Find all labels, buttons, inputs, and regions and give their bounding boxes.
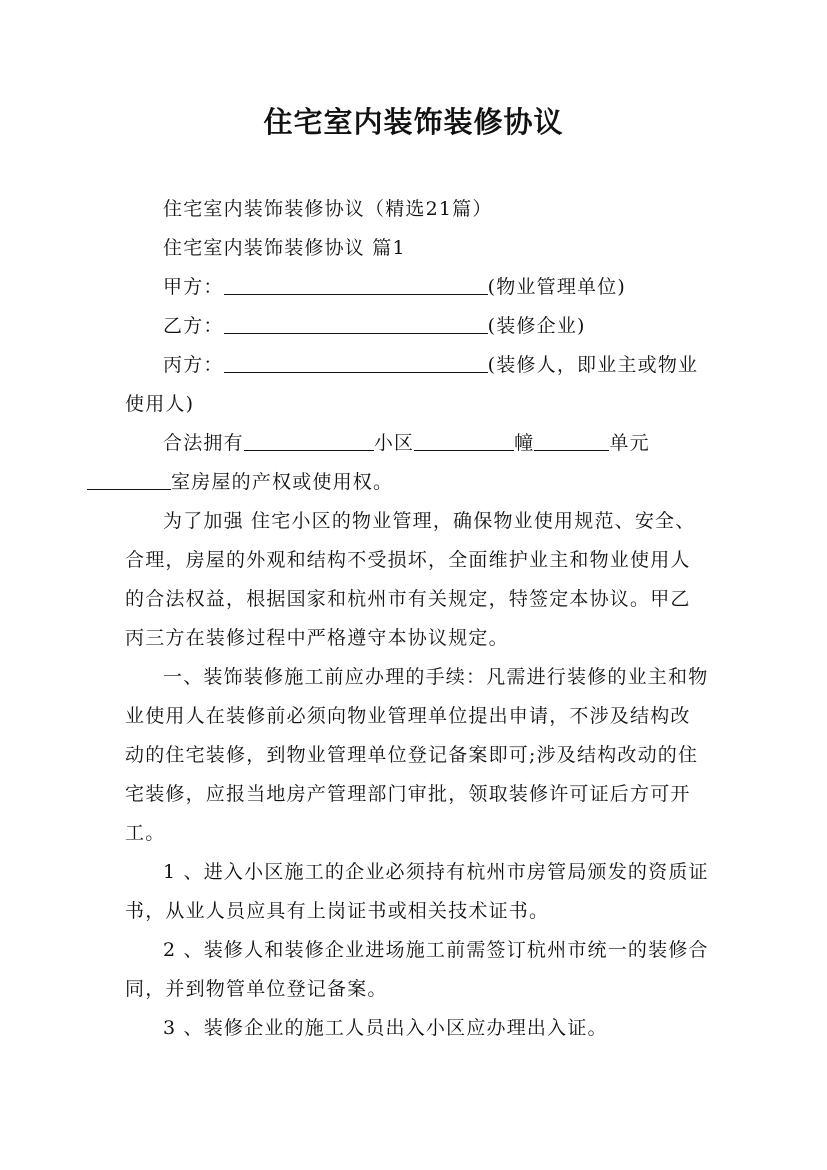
party-c-blank [224,346,488,373]
party-a-line [125,268,710,307]
document-body [125,190,710,1048]
building-blank [414,424,514,451]
ownership-room-suffix: 室房屋的产权或使用权。 [171,471,394,493]
room-blank [87,463,171,490]
paragraph-item-1: 1 、进入小区施工的企业必须持有杭州市房管局颁发的资质证书，从业人员应具有上岗证书或相关技术证书。 [125,861,709,922]
ownership-community: 小区 [373,432,415,454]
party-a-suffix: (物业管理单位) [487,276,627,298]
document-subtitle: 住宅室内装饰装修协议（精选21篇） [163,198,493,220]
party-c-suffix: (装修人，即业主或物业使用人) [125,354,699,415]
paragraph-purpose: 为了加强 住宅小区的物业管理，确保物业使用规范、安全、合理，房屋的外观和结构不受损坏，全面维护业主和物业使用人的合法权益，根据国家和杭州市有关规定，特签定本协议。甲乙丙三方在装修过程中严格遵守本协议规定。 [125,510,696,649]
party-a-blank [224,268,488,295]
party-b-suffix: (装修企业) [487,315,586,337]
community-blank [244,424,374,451]
ownership-building: 幢 [514,432,535,454]
ownership-prefix: 合法拥有 [163,432,244,454]
article-heading: 住宅室内装饰装修协议 篇1 [163,237,406,259]
ownership-line [125,424,710,502]
party-b-line [125,307,710,346]
paragraph-item-2: 2 、装修人和装修企业进场施工前需签订杭州市统一的装修合同，并到物管单位登记备案。 [125,939,709,1000]
ownership-unit: 单元 [609,432,650,454]
paragraph-procedures: 一、装饰装修施工前应办理的手续：凡需进行装修的业主和物业使用人在装修前必须向物业管理单位提出申请，不涉及结构改动的住宅装修，到物业管理单位登记备案即可;涉及结构改动的住宅装修，应报当地房产管理部门审批，领取装修许可证后方可开工。 [125,666,709,844]
party-c-line [125,346,710,424]
party-b-label: 乙方： [163,315,224,337]
unit-blank [534,424,609,451]
document-title: 住宅室内装饰装修协议 [263,105,564,139]
party-c-label: 丙方： [163,354,224,376]
paragraph-item-3: 3 、装修企业的施工人员出入小区应办理出入证。 [163,1017,608,1039]
party-b-blank [224,307,488,334]
party-a-label: 甲方： [163,276,224,298]
